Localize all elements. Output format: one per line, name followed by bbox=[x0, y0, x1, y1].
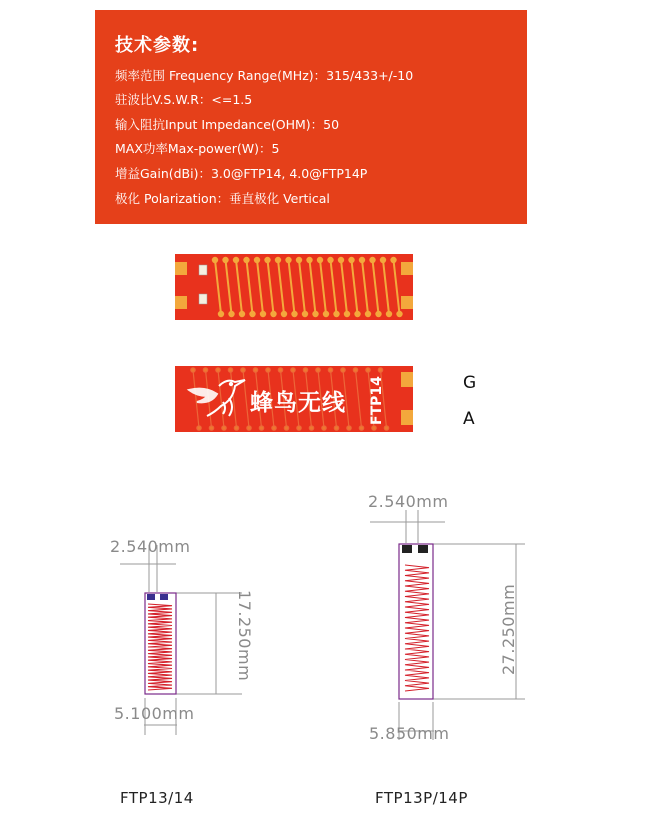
left-width-dim: 5.100mm bbox=[114, 704, 195, 723]
pin-label-a: A bbox=[463, 409, 475, 429]
right-pitch-dim: 2.540mm bbox=[368, 492, 449, 511]
spec-frequency: 频率范围 Frequency Range(MHz)：315/433+/-10 bbox=[115, 68, 414, 83]
spec-gain: 增益Gain(dBi)：3.0@FTP14, 4.0@FTP14P bbox=[115, 166, 368, 181]
spec-panel bbox=[95, 10, 527, 224]
spec-vswr: 驻波比V.S.W.R：<=1.5 bbox=[115, 92, 253, 107]
brand-name: 蜂鸟无线 bbox=[250, 390, 346, 416]
spec-max-power: MAX功率Max-power(W)：5 bbox=[115, 141, 280, 156]
spec-impedance: 输入阻抗Input Impedance(OHM)：50 bbox=[115, 117, 340, 132]
pcb-back-image bbox=[175, 254, 413, 320]
spec-title: 技术参数: bbox=[115, 35, 200, 56]
left-length-dim: 17.250mm bbox=[235, 590, 254, 682]
left-caption: FTP13/14 bbox=[120, 789, 194, 807]
model-label: FTP14 bbox=[369, 376, 385, 425]
left-pitch-dim: 2.540mm bbox=[110, 537, 191, 556]
right-caption: FTP13P/14P bbox=[375, 789, 468, 807]
spec-polarization: 极化 Polarization：垂直极化 Vertical bbox=[115, 191, 330, 206]
right-length-dim: 27.250mm bbox=[499, 583, 518, 675]
pin-label-g: G bbox=[463, 373, 477, 393]
right-width-dim: 5.850mm bbox=[369, 724, 450, 743]
